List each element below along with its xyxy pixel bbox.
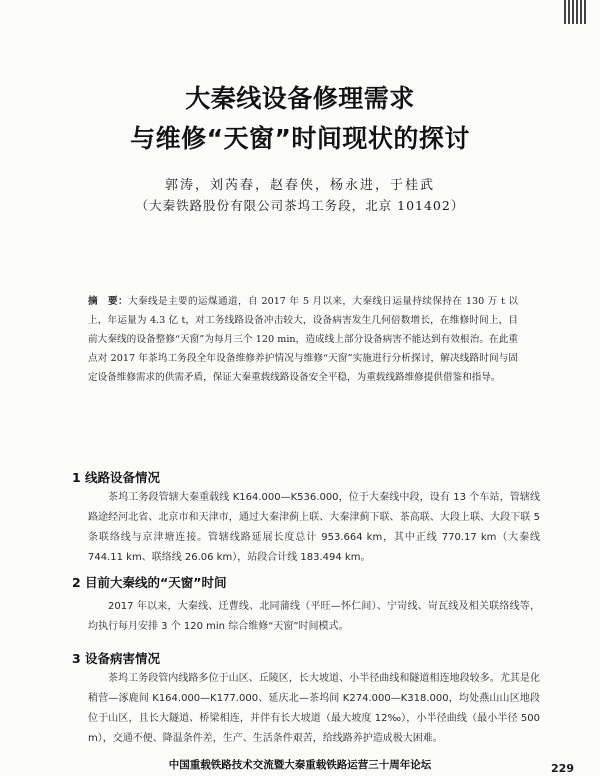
paper-title-line2: 与维修“天窗”时间现状的探讨 (130, 124, 470, 153)
abstract (88, 292, 518, 387)
abstract-label: 摘 要： (88, 296, 129, 307)
section-paragraph-3: 茶坞工务段管内线路多位于山区、丘陵区，长大坡道、小半径曲线和隧道相连地段较多。尤其是化稍营—涿鹿间 K164.000—K177.000、延庆北—茶坞间 K274.000—K318.000，均处燕山山区地段位于山区，且长大隧道、桥梁相连，并伴有长大坡道（最大坡度 12‰），小半径曲线（最小半径 500 m），交通不便、降温条件差，生产、生活条件艰苦，给线路养护造成极大困难。 (88, 673, 540, 744)
authors: 郭涛，刘芮春，赵春侠，杨永进，于桂武 (164, 178, 435, 193)
corner-scan-mark (564, 0, 586, 24)
paper-title-line1: 大秦线设备修理需求 (185, 84, 415, 113)
abstract-text: 大秦线是主要的运煤通道，自 2017 年 5 月以来，大秦线日运量持续保持在 130 万 t 以上，年运量为 4.3 亿 t，对工务线路设备冲击较大，设备病害发生几何倍数增长，在维修时间上，目前大秦线的设备整修“天窗”为每月三个 120 min，造成线上部分设备病害不能达到有效根治。在此重点对 2017 年茶坞工务段全年设备维修养护情况与维修“天窗”实施进行分析探讨，解决线路时间与固定设备维修需求的供需矛盾，保证大秦重载线路设备安全平稳，为重载线路维修提供借鉴和指导。 (88, 296, 518, 383)
page-number: 229 (551, 762, 574, 775)
section-paragraph-2: 2017 年以来，大秦线、迁曹线、北同蒲线（平旺—怀仁间）、宁岢线、岢瓦线及相关联络线等，均执行每月安排 3 个 120 min 综合维修“天窗”时间模式。 (88, 601, 540, 632)
section-paragraph-1: 茶坞工务段管辖大秦重载线 K164.000—K536.000，位于大秦线中段，设有 13 个车站，管辖线路途经河北省、北京市和天津市，通过大秦津蓟上联、大秦津蓟下联、茶高联、大段上联、大段下联 5 条联络线与京津塘连接。管辖线路延展长度总计 953.664 km，其中正线 770.17 km（大秦线 744.11 km、联络线 26.06 km），站段合计线 183.494 km。 (88, 492, 540, 563)
section-heading-2: 2 目前大秦线的“天窗”时间 (72, 575, 227, 590)
affiliation: （大秦铁路股份有限公司茶坞工务段，北京 101402） (135, 198, 465, 213)
running-footer: 中国重载铁路技术交流暨大秦重载铁路运营三十周年论坛 (168, 759, 432, 771)
section-heading-3: 3 设备病害情况 (72, 651, 161, 666)
section-heading-1: 1 线路设备情况 (72, 470, 161, 485)
